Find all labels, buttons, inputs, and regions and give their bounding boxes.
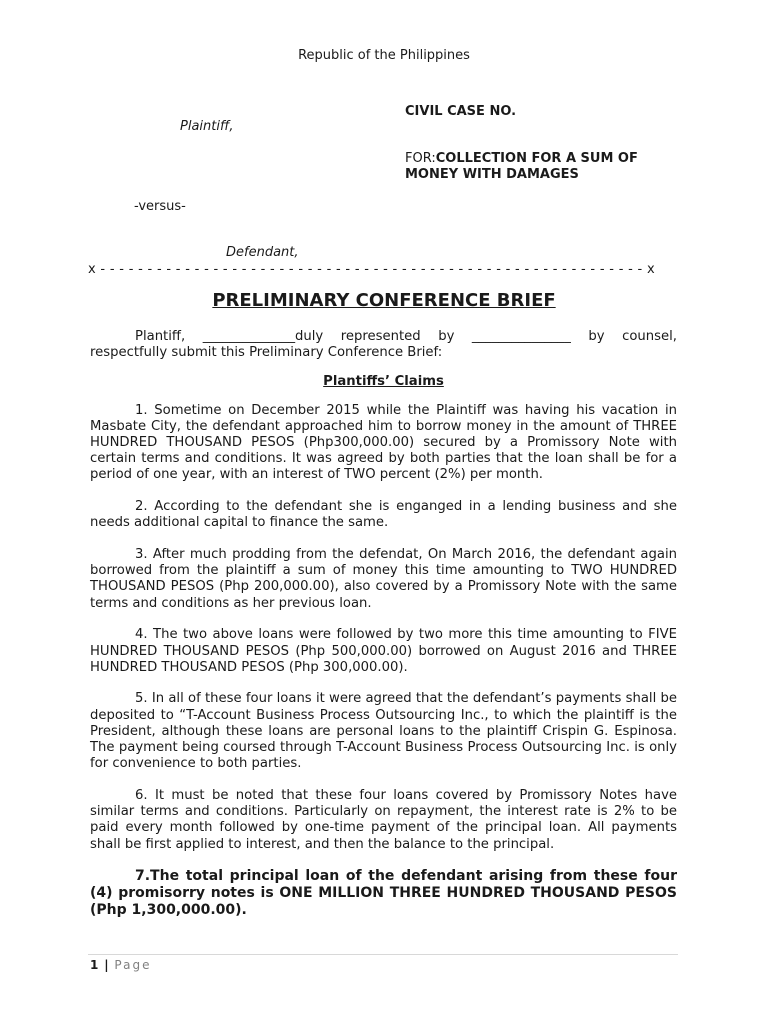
case-subject-prefix: FOR: [405, 151, 436, 166]
intro-paragraph: Plantiff, ______________duly represented by _______________ by counsel, respectfully submit this Preliminary Conference Brief: [90, 329, 677, 361]
claim-paragraph: 6. It must be noted that these four loans covered by Promissory Notes have similar terms and conditions. Particularly on repayment, the interest rate is 2% to be paid every month followed by one-time payment of the principal loan. All payments shall be first applied to interest, and then the balance to the principal. [90, 787, 677, 852]
caption-divider: x - - - - - - - - - - - - - - - - - - - - - - - - - - - - - - - - - - - - - - - - - - - - - - - - - - - - - - - - - - x [88, 262, 655, 277]
republic-heading: Republic of the Philippines [298, 48, 470, 63]
case-subject-text: COLLECTION FOR A SUM OF MONEY WITH DAMAGES [405, 151, 638, 182]
versus-label: -versus- [134, 199, 186, 214]
claim-paragraph: 1. Sometime on December 2015 while the Plaintiff was having his vacation in Masbate City, the defendant approached him to borrow money in the amount of THREE HUNDRED THOUSAND PESOS (Php300,000.00) secured by a Promissory Note with certain terms and conditions. It was agreed by both parties that the loan shall be for a period of one year, with an interest of TWO percent (2%) per month. [90, 402, 677, 483]
document-body [90, 329, 677, 935]
page-word: Page [114, 958, 152, 972]
page-footer [90, 957, 151, 973]
claim-paragraph: 2. According to the defendant she is enganged in a lending business and she needs additional capital to finance the same. [90, 499, 677, 531]
page-number: 1 [90, 958, 99, 972]
claim-paragraph: 5. In all of these four loans it were agreed that the defendant’s payments shall be deposited to “T-Account Business Process Outsourcing Inc., to which the plaintiff is the President, although these loans are personal loans to the plaintiff Crispin G. Espinosa. The payment being coursed through T-Account Business Process Outsourcing Inc. is only for convenience to both parties. [90, 691, 677, 772]
claim-paragraph: 3. After much prodding from the defendat, On March 2016, the defendant again borrowed from the plaintiff a sum of money this time amounting to TWO HUNDRED THOUSAND PESOS (Php 200,000.00), also covered by a Promissory Note with the same terms and conditions as her previous loan. [90, 547, 677, 611]
claim-paragraph: 4. The two above loans were followed by two more this time amounting to FIVE HUNDRED THOUSAND PESOS (Php 500,000.00) borrowed on August 2016 and THREE HUNDRED THOUSAND PESOS (Php 300,000.00). [90, 627, 677, 675]
plaintiff-label: Plaintiff, [180, 119, 234, 134]
civil-case-number: CIVIL CASE NO. [405, 104, 517, 119]
document-title: PRELIMINARY CONFERENCE BRIEF [212, 290, 556, 311]
page-separator: | [104, 958, 109, 972]
total-loan-paragraph: 7.The total principal loan of the defendant arising from these four (4) promisorry notes is ONE MILLION THREE HUNDRED THOUSAND PESOS (Php 1,300,000.00). [90, 868, 677, 919]
footer-rule [88, 954, 678, 955]
section-heading: Plantiffs’ Claims [323, 374, 444, 390]
case-subject [405, 151, 675, 183]
defendant-label: Defendant, [226, 245, 299, 260]
